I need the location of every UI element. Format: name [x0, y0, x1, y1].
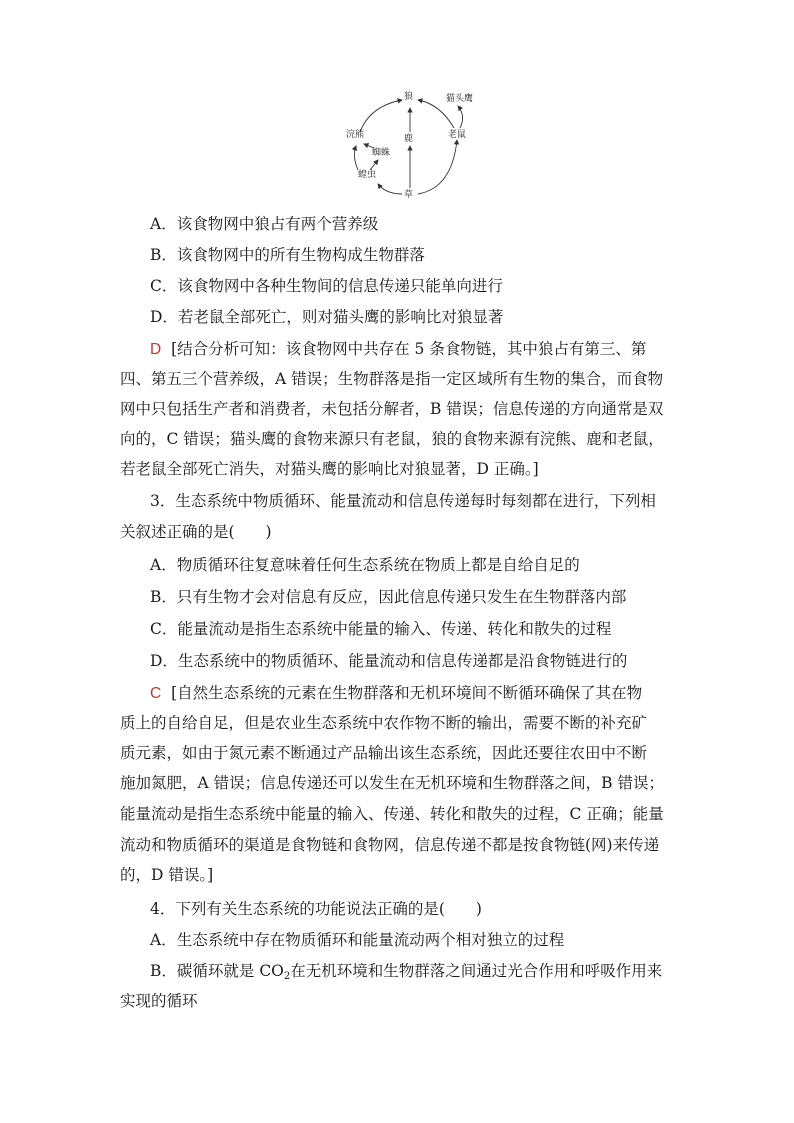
- q4-option-b-line-2: 实现的循环: [120, 992, 198, 1010]
- q3-explanation-line-7: 的，D 错误。]: [120, 866, 214, 884]
- q2-explanation-text-1: [结合分析可知：该食物网中共存在 5 条食物链，其中狼占有第三、第: [171, 340, 647, 358]
- q2-option-d: D．若老鼠全部死亡，则对猫头鹰的影响比对狼显著: [150, 308, 504, 326]
- q4-stem: 4．下列有关生态系统的功能说法正确的是( ): [150, 900, 482, 918]
- node-owl: 猫头鹰: [446, 94, 474, 104]
- q2-explanation-line-4: 向的，C 错误；猫头鹰的食物来源只有老鼠，狼的食物来源有浣熊、鹿和老鼠，: [120, 430, 664, 448]
- node-deer: 鹿: [404, 134, 414, 144]
- q3-option-d: D．生态系统中的物质循环、能量流动和信息传递都是沿食物链进行的: [150, 652, 628, 670]
- q4-option-b-subscript: 2: [283, 971, 291, 982]
- food-web-arrows: [330, 88, 490, 204]
- food-web-diagram: [330, 88, 490, 204]
- q2-option-a: A．该食物网中狼占有两个营养级: [150, 215, 379, 233]
- q2-option-c: C．该食物网中各种生物间的信息传递只能单向进行: [150, 277, 503, 295]
- q4-option-b-text-2: 在无机环境和生物群落之间通过光合作用和呼吸作用来: [290, 962, 663, 980]
- q3-explanation-line-1: [150, 682, 642, 705]
- node-mouse: 老鼠: [448, 130, 467, 140]
- node-insect: 蝗虫: [358, 170, 377, 180]
- q3-stem-line-1: 3．生态系统中物质循环、能量流动和信息传递每时每刻都在进行，下列相: [150, 492, 656, 510]
- node-wolf: 狼: [404, 92, 414, 102]
- arrow-insect-raccoon: [354, 146, 358, 170]
- q4-option-a: A．生态系统中存在物质循环和能量流动两个相对独立的过程: [150, 931, 565, 949]
- q2-option-b: B．该食物网中的所有生物构成生物群落: [150, 246, 425, 264]
- arrow-grass-insect: [378, 184, 402, 194]
- arrow-grass-mouse: [418, 140, 457, 194]
- q3-option-b: B．只有生物才会对信息有反应，因此信息传递只发生在生物群落内部: [150, 588, 627, 606]
- q3-option-c: C．能量流动是指生态系统中能量的输入、传递、转化和散失的过程: [150, 620, 612, 638]
- q4-option-b-text-1: B．碳循环就是 CO: [150, 962, 284, 980]
- q4-option-b: [150, 960, 662, 982]
- q2-explanation-line-3: 网中只包括生产者和消费者，未包括分解者，B 错误；信息传递的方向通常是双: [120, 400, 664, 418]
- arrow-insect-spider: [370, 160, 378, 170]
- q3-explanation-line-4: 施加氮肥，A 错误；信息传递还可以发生在无机环境和生物群落之间，B 错误；: [120, 774, 664, 792]
- q3-explanation-line-6: 流动和物质循环的渠道是食物链和食物网，信息传递不都是按食物链(网)来传递: [120, 836, 660, 854]
- q3-answer: C: [150, 685, 162, 702]
- node-raccoon: 浣熊: [346, 130, 365, 140]
- q3-explanation-line-5: 能量流动是指生态系统中能量的输入、传递、转化和散失的过程，C 正确；能量: [120, 805, 664, 823]
- arrow-mouse-wolf: [418, 100, 454, 128]
- q3-explanation-text-1: [自然生态系统的元素在生物群落和无机环境间不断循环确保了其在物: [171, 684, 643, 702]
- q2-explanation-line-5: 若老鼠全部死亡消失，对猫头鹰的影响比对狼显著，D 正确。]: [120, 460, 539, 478]
- q3-option-a: A．物质循环往复意味着任何生态系统在物质上都是自给自足的: [150, 556, 580, 574]
- node-spider: 蜘蛛: [372, 148, 391, 158]
- q2-explanation-line-1: [150, 338, 646, 361]
- q3-explanation-line-2: 质上的自给自足，但是农业生态系统中农作物不断的输出，需要不断的补充矿: [120, 714, 648, 732]
- arrow-raccoon-wolf: [360, 100, 402, 132]
- q3-explanation-line-3: 质元素，如由于氮元素不断通过产品输出该生态系统，因此还要往农田中不断: [120, 744, 648, 762]
- node-grass: 草: [404, 190, 414, 200]
- q2-answer: D: [150, 341, 162, 358]
- arrow-mouse-owl: [458, 106, 463, 128]
- q3-stem-line-2: 关叙述正确的是( ): [120, 523, 272, 541]
- q2-explanation-line-2: 四、第五三个营养级，A 错误；生物群落是指一定区域所有生物的集合，而食物: [120, 370, 664, 388]
